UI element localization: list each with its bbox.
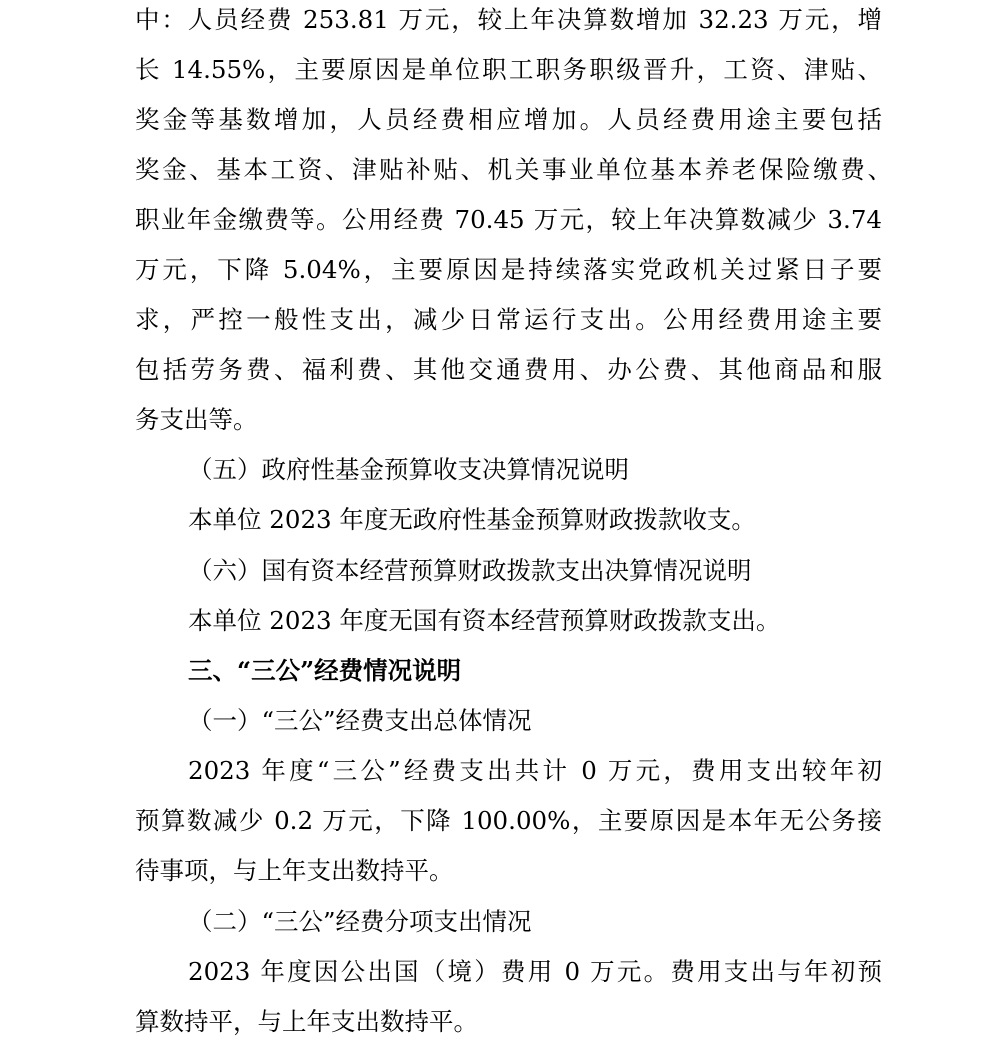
subsection-heading-2: （二）“三公”经费分项支出情况 [188, 907, 532, 936]
paragraph-line: 待事项，与上年支出数持平。 [135, 856, 454, 885]
paragraph-line: 职业年金缴费等。公用经费 70.45 万元，较上年决算数减少 3.74 [135, 205, 882, 234]
section-text-6: 本单位 2023 年度无国有资本经营预算财政拨款支出。 [188, 606, 781, 635]
section-heading-5: （五）政府性基金预算收支决算情况说明 [188, 455, 629, 484]
paragraph-line: 包括劳务费、福利费、其他交通费用、办公费、其他商品和服 [135, 355, 882, 384]
paragraph-line: 奖金等基数增加，人员经费相应增加。人员经费用途主要包括 [135, 105, 882, 134]
paragraph-line: 预算数减少 0.2 万元，下降 100.00%，主要原因是本年无公务接 [135, 806, 882, 835]
paragraph-line: 2023 年度“三公”经费支出共计 0 万元，费用支出较年初 [188, 756, 882, 785]
paragraph-line: 算数持平，与上年支出数持平。 [135, 1007, 478, 1036]
paragraph-line: 2023 年度因公出国（境）费用 0 万元。费用支出与年初预 [188, 957, 882, 986]
subsection-heading-1: （一）“三公”经费支出总体情况 [188, 706, 532, 735]
paragraph-line: 务支出等。 [135, 405, 258, 434]
part-heading-3: 三、“三公”经费情况说明 [188, 656, 462, 685]
paragraph-line: 奖金、基本工资、津贴补贴、机关事业单位基本养老保险缴费、 [135, 155, 892, 184]
section-text-5: 本单位 2023 年度无政府性基金预算财政拨款收支。 [188, 505, 756, 534]
section-heading-6: （六）国有资本经营预算财政拨款支出决算情况说明 [188, 556, 752, 585]
paragraph-line: 中：人员经费 253.81 万元，较上年决算数增加 32.23 万元，增 [135, 5, 882, 34]
paragraph-line: 万元，下降 5.04%，主要原因是持续落实党政机关过紧日子要 [135, 255, 882, 284]
paragraph-line: 长 14.55%，主要原因是单位职工职务职级晋升，工资、津贴、 [135, 55, 882, 84]
paragraph-line: 求，严控一般性支出，减少日常运行支出。公用经费用途主要 [135, 305, 882, 334]
